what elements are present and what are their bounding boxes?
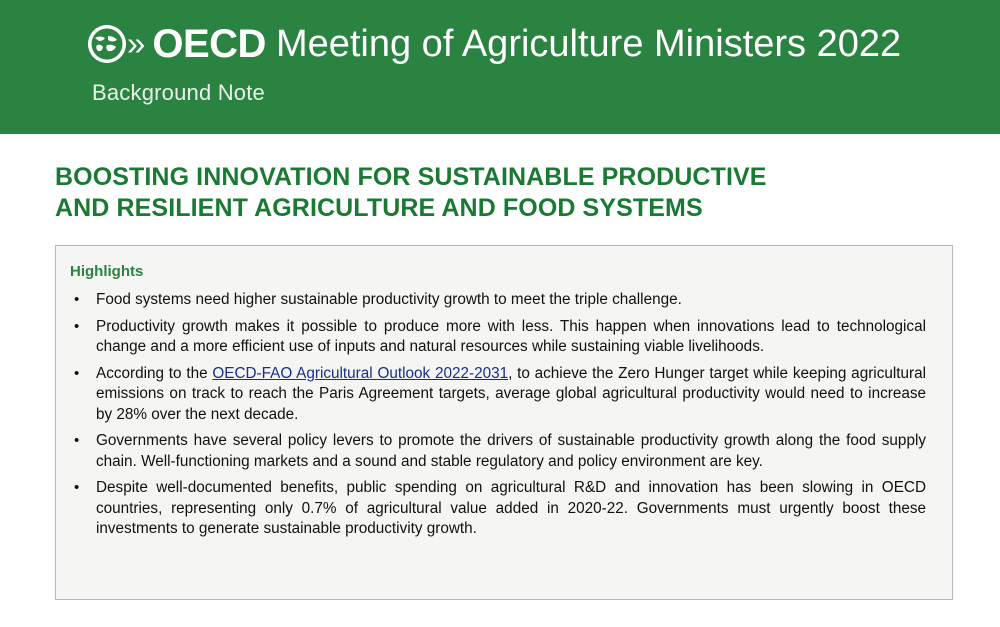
list-item: [74, 290, 926, 313]
oecd-logo: [88, 25, 140, 63]
bullet-icon: •: [74, 432, 80, 449]
list-item: [74, 364, 927, 428]
double-chevron-icon: »: [127, 25, 141, 62]
header-band: [0, 0, 1000, 134]
brand-wordmark: OECD: [152, 22, 266, 66]
header-content: [88, 22, 960, 106]
page-title-line-2: AND RESILIENT AGRICULTURE AND FOOD SYSTEMS: [55, 194, 703, 222]
brand-row: [88, 22, 960, 66]
bullet-icon: •: [74, 317, 80, 335]
outlook-link[interactable]: OECD-FAO Agricultural Outlook 2022-2031: [212, 364, 509, 382]
bullet-icon: •: [74, 291, 80, 308]
page-title: [55, 162, 955, 224]
oecd-globe-icon: [88, 25, 126, 63]
list-item: [74, 317, 926, 360]
list-item-text: Food systems need higher sustainable productivity growth to meet the triple challenge.: [96, 291, 682, 308]
list-item-text: Despite well-documented benefits, public spending on agricultural R&D and innovation has been slowing in OECD countries, representing only 0.7% of agricultural value added in 2020-22. Governments must urgently boost these investments to generate sustainable productivity growth.: [96, 479, 926, 537]
list-item: [74, 431, 926, 474]
list-item: [74, 478, 926, 542]
header-title: Meeting of Agriculture Ministers 2022: [275, 23, 902, 65]
list-item-text: Governments have several policy levers to promote the drivers of sustainable productivity growth along the food supply chain. Well-functioning markets and a sound and stable regulatory and policy environment are key.: [96, 432, 926, 470]
header-subtitle: Background Note: [92, 80, 265, 105]
bullet-icon: •: [74, 364, 80, 382]
list-item-text: Productivity growth makes it possible to produce more with less. This happen when innovations lead to technological change and a more efficient use of inputs and natural resources while sustaining viable livelihoods.: [96, 317, 926, 355]
bullet-icon: •: [74, 479, 80, 496]
highlights-heading: Highlights: [70, 263, 144, 280]
highlights-box: [55, 245, 953, 600]
list-item-text: According to the: [96, 364, 213, 382]
highlights-list: [56, 290, 952, 542]
list-item-text-tail: , to achieve the Zero Hunger target while keeping agricultural emissions on track to reach the Paris Agreement targets, average global agricultural productivity would need to increase by 28% over the next decade.: [96, 364, 927, 423]
page-title-line-1: BOOSTING INNOVATION FOR SUSTAINABLE PRODUCTIVE: [55, 163, 767, 191]
